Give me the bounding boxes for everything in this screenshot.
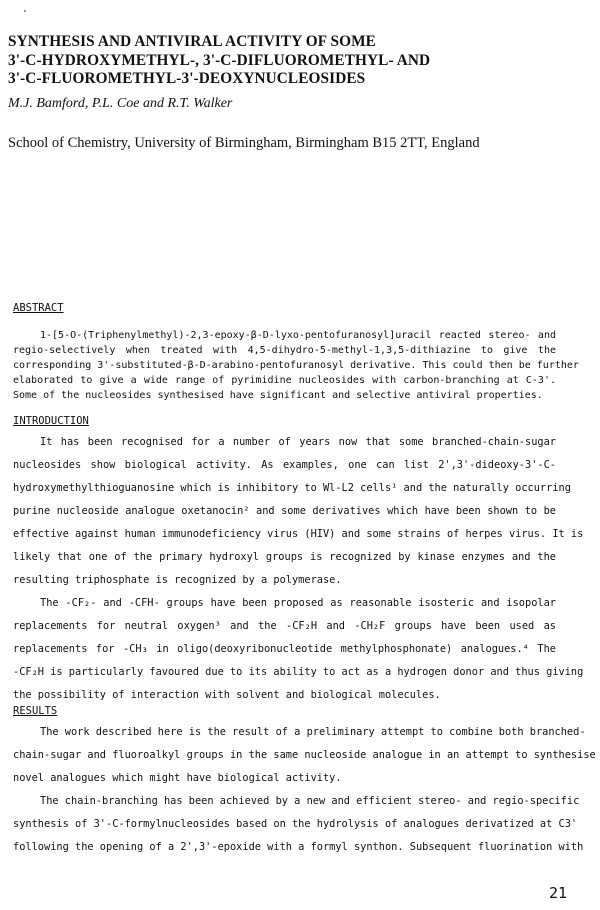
results-line: The work described here is the result of a preliminary attempt to combine both branched- (40, 726, 586, 738)
introduction-line: purine nucleoside analogue oxetanocin² and some derivatives which have been shown to be (13, 505, 556, 517)
abstract-line: 1-[5-O-(Triphenylmethyl)-2,3-epoxy-β-D-lyxo-pentofuranosyl]uracil reacted stereo- and (40, 330, 556, 341)
abstract-line: corresponding 3'-substituted-β-D-arabino-pentofuranosyl derivative. This could then be further (13, 360, 579, 371)
introduction-line: hydroxymethylthioguanosine which is inhibitory to Wl-L2 cells¹ and the naturally occurring (13, 482, 571, 494)
results-heading: RESULTS (13, 705, 58, 717)
paper-title (8, 33, 568, 89)
introduction-line: replacements for -CH₃ in oligo(deoxyribonucleotide methylphosphonate) analogues.⁴ The (13, 643, 556, 655)
title-line: 3'-C-FLUOROMETHYL-3'-DEOXYNUCLEOSIDES (8, 70, 366, 87)
abstract-line: elaborated to give a wide range of pyrimidine nucleosides with carbon-branching at C-3'. (13, 375, 556, 386)
title-line: SYNTHESIS AND ANTIVIRAL ACTIVITY OF SOME (8, 33, 376, 50)
abstract-line: regio-selectively when treated with 4,5-dihydro-5-methyl-1,3,5-dithiazine to give the (13, 345, 556, 356)
introduction-line: -CF₂H is particularly favoured due to its ability to act as a hydrogen donor and thus giving (13, 666, 584, 678)
introduction-line: effective against human immunodeficiency virus (HIV) and some strains of herpes virus. It is (13, 528, 584, 540)
introduction-line: replacements for neutral oxygen³ and the -CF₂H and -CH₂F groups have been used as (13, 620, 556, 632)
introduction-line: nucleosides show biological activity. As examples, one can list 2',3'-dideoxy-3'-C- (13, 459, 556, 471)
page-number: 21 (549, 884, 568, 902)
affiliation: School of Chemistry, University of Birmingham, Birmingham B15 2TT, England (8, 135, 480, 151)
abstract-heading: ABSTRACT (13, 302, 64, 314)
authors: M.J. Bamford, P.L. Coe and R.T. Walker (8, 96, 233, 111)
results-line: The chain-branching has been achieved by a new and efficient stereo- and regio-specific (40, 795, 580, 807)
introduction-line: the possibility of interaction with solvent and biological molecules. (13, 689, 441, 701)
introduction-line: It has been recognised for a number of years now that some branched-chain-sugar (40, 436, 556, 448)
scan-speck (24, 10, 26, 12)
introduction-line: likely that one of the primary hydroxyl groups is recognized by kinase enzymes and the (13, 551, 556, 563)
results-line: chain-sugar and fluoroalkyl groups in the same nucleoside analogue in an attempt to synthesise (13, 749, 596, 761)
results-line: novel analogues which might have biological activity. (13, 772, 342, 784)
results-line: synthesis of 3'-C-formylnucleosides based on the hydrolysis of analogues derivatized at C3' (13, 818, 578, 830)
introduction-heading: INTRODUCTION (13, 415, 89, 427)
abstract-line: Some of the nucleosides synthesised have significant and selective antiviral properties. (13, 390, 543, 401)
introduction-line: The -CF₂- and -CFH- groups have been proposed as reasonable isosteric and isopolar (40, 597, 556, 609)
results-line: following the opening of a 2',3'-epoxide with a formyl synthon. Subsequent fluorination with (13, 841, 584, 853)
title-line: 3'-C-HYDROXYMETHYL-, 3'-C-DIFLUOROMETHYL- AND (8, 51, 431, 69)
introduction-line: resulting triphosphate is recognized by a polymerase. (13, 574, 342, 586)
